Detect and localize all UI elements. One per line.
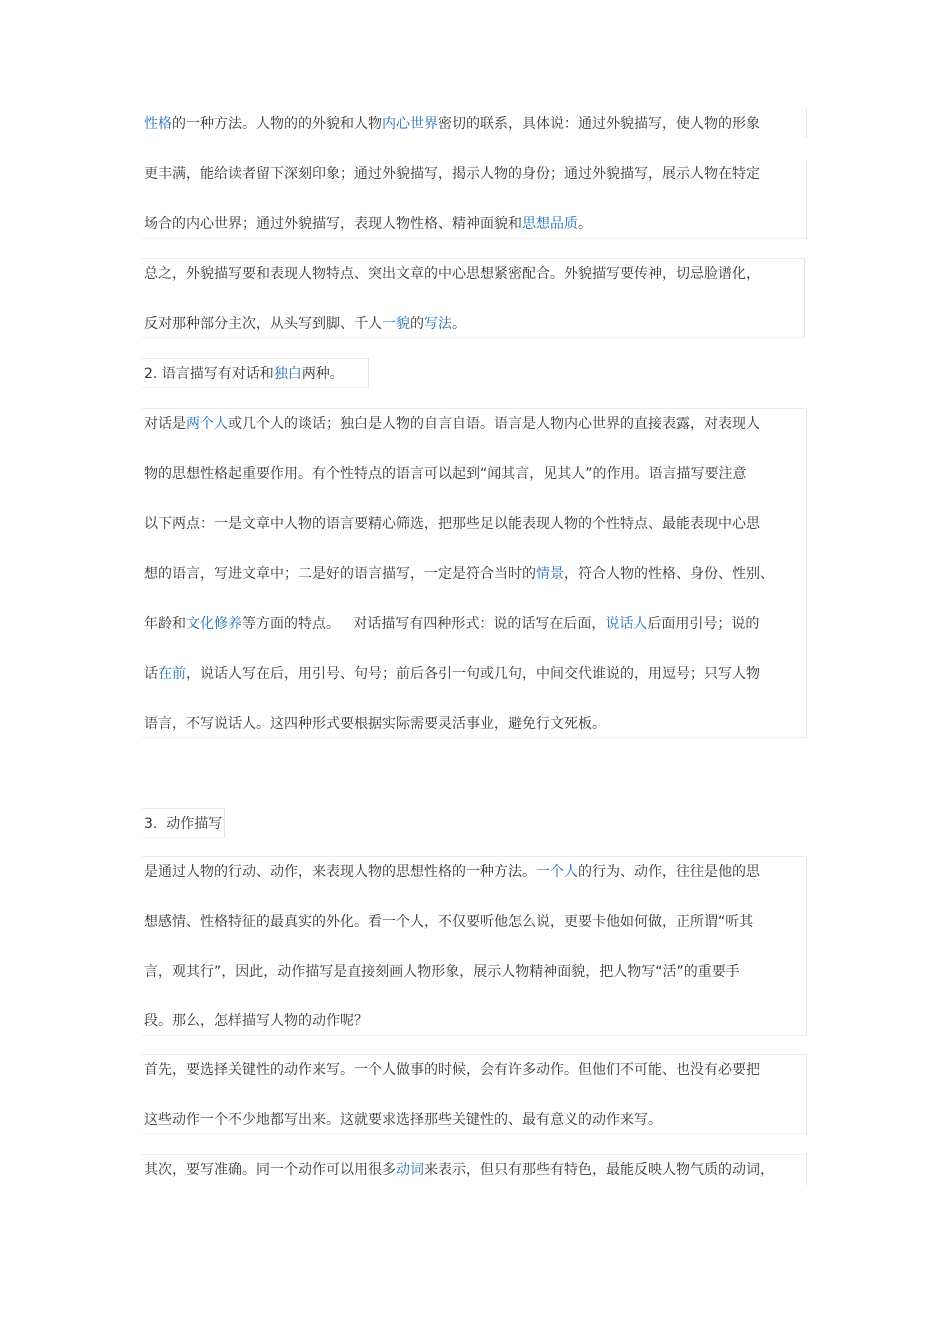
paragraph-line <box>144 907 753 937</box>
text-run: 。 <box>578 216 592 232</box>
text-run: 想感情、性格特征的最真实的外化。看一个人，不仅要听他怎么说，更要卡他如何做，正所谓“听其 <box>144 914 754 930</box>
hyperlink-neixin-shijie[interactable]: 内心世界 <box>382 116 438 132</box>
paragraph-line <box>144 259 760 289</box>
text-run: 场合的内心世界；通过外貌描写，表现人物性格、精神面貌和 <box>144 216 522 232</box>
text-run: 对话是 <box>144 416 186 432</box>
paragraph-line <box>144 609 759 639</box>
text-run: 以下两点：一是文章中人物的语言要精心筛选，把那些足以能表现人物的个性特点、最能表现中心思 <box>144 516 760 532</box>
text-run: ，符合人物的性格、身份、性别、 <box>564 566 774 582</box>
paragraph-line <box>144 209 592 239</box>
text-run: ，说话人写在后，用引号、句号；前后各引一句或几句，中间交代谁说的，用逗号；只写人物 <box>186 666 760 682</box>
paragraph-line <box>144 709 606 739</box>
paragraph-line <box>144 109 760 139</box>
text-run: 言，观其行”，因此，动作描写是直接刻画人物形象，展示人物精神面貌，把人物写“活”的重要手 <box>144 964 740 980</box>
text-run: 是通过人物的行动、动作，来表现人物的思想性格的一种方法。 <box>144 864 536 880</box>
paragraph-line <box>144 159 760 189</box>
paragraph-line <box>144 409 760 439</box>
paragraph-line <box>144 1055 760 1085</box>
text-run: 物的思想性格起重要作用。有个性特点的语言可以起到“闻其言，见其人”的作用。语言描写要注意 <box>144 466 747 482</box>
section-heading-action <box>144 809 222 839</box>
text-run: 2. 语言描写有对话和 <box>144 366 274 382</box>
paragraph-line <box>144 957 740 987</box>
text-run: 想的语言，写进文章中；二是好的语言描写，一定是符合当时的 <box>144 566 536 582</box>
text-run: 等方面的特点。 对话描写有四种形式：说的话写在后面， <box>242 616 606 632</box>
text-run: 。 <box>452 316 466 332</box>
text-run: 话 <box>144 666 158 682</box>
text-run: 反对那种部分主次，从头写到脚、千人 <box>144 316 382 332</box>
hyperlink-dubai[interactable]: 独白 <box>273 366 302 382</box>
paragraph-line <box>144 509 760 539</box>
text-run: 年龄和 <box>144 616 186 632</box>
paragraph-line <box>144 559 774 589</box>
hyperlink-xingge[interactable]: 性格 <box>144 116 172 132</box>
hyperlink-yimao[interactable]: 一貌 <box>382 316 410 332</box>
paragraph-line <box>144 659 760 689</box>
hyperlink-yige-ren[interactable]: 一个人 <box>536 864 578 880</box>
hyperlink-dongci[interactable]: 动词 <box>396 1162 424 1178</box>
text-run: 来表示，但只有那些有特色，最能反映人物气质的动词， <box>424 1162 774 1178</box>
text-run: 语言，不写说话人。这四种形式要根据实际需要灵活事业，避免行文死板。 <box>144 716 606 732</box>
text-run: 两种。 <box>301 366 344 382</box>
text-run: 首先，要选择关键性的动作来写。一个人做事的时候，会有许多动作。但他们不可能、也没有必要把 <box>144 1062 760 1078</box>
text-run: 总之，外貌描写要和表现人物特点、突出文章的中心思想紧密配合。外貌描写要传神，切忌脸谱化， <box>144 266 760 282</box>
text-run: 这些动作一个不少地都写出来。这就要求选择那些关键性的、最有意义的动作来写。 <box>144 1112 662 1128</box>
paragraph-line <box>144 459 747 489</box>
hyperlink-wenhua-xiuyang[interactable]: 文化修养 <box>186 616 242 632</box>
text-run: 或几个人的谈话；独白是人物的自言自语。语言是人物内心世界的直接表露，对表现人 <box>228 416 760 432</box>
text-run: 的一种方法。人物的的外貌和人物 <box>172 116 382 132</box>
paragraph-line <box>144 857 760 887</box>
hyperlink-liangge-ren[interactable]: 两个人 <box>186 416 228 432</box>
hyperlink-sixiang-pinzhi[interactable]: 思想品质 <box>522 216 578 232</box>
text-run: 后面用引号；说的 <box>647 616 760 632</box>
paragraph-line <box>144 309 466 339</box>
section-heading-language <box>144 359 344 389</box>
text-run: 更丰满，能给读者留下深刻印象；通过外貌描写，揭示人物的身份；通过外貌描写，展示人物在特定 <box>144 166 760 182</box>
text-run: 密切的联系，具体说：通过外貌描写，使人物的形象 <box>438 116 760 132</box>
hyperlink-xiefa[interactable]: 写法 <box>424 316 452 332</box>
text-run: 的行为、动作，往往是他的思 <box>578 864 760 880</box>
text-run: 段。那么，怎样描写人物的动作呢？ <box>144 1013 368 1029</box>
text-run: 的 <box>410 316 424 332</box>
hyperlink-shuohua-ren[interactable]: 说话人 <box>605 616 648 632</box>
paragraph-line <box>144 1155 774 1185</box>
paragraph-line <box>144 1006 368 1036</box>
text-run: 3. 动作描写 <box>144 816 223 832</box>
text-run: 其次，要写准确。同一个动作可以用很多 <box>144 1162 396 1178</box>
paragraph-line <box>144 1105 662 1135</box>
hyperlink-zaiqian[interactable]: 在前 <box>158 666 186 682</box>
hyperlink-qingjing[interactable]: 情景 <box>536 566 564 582</box>
